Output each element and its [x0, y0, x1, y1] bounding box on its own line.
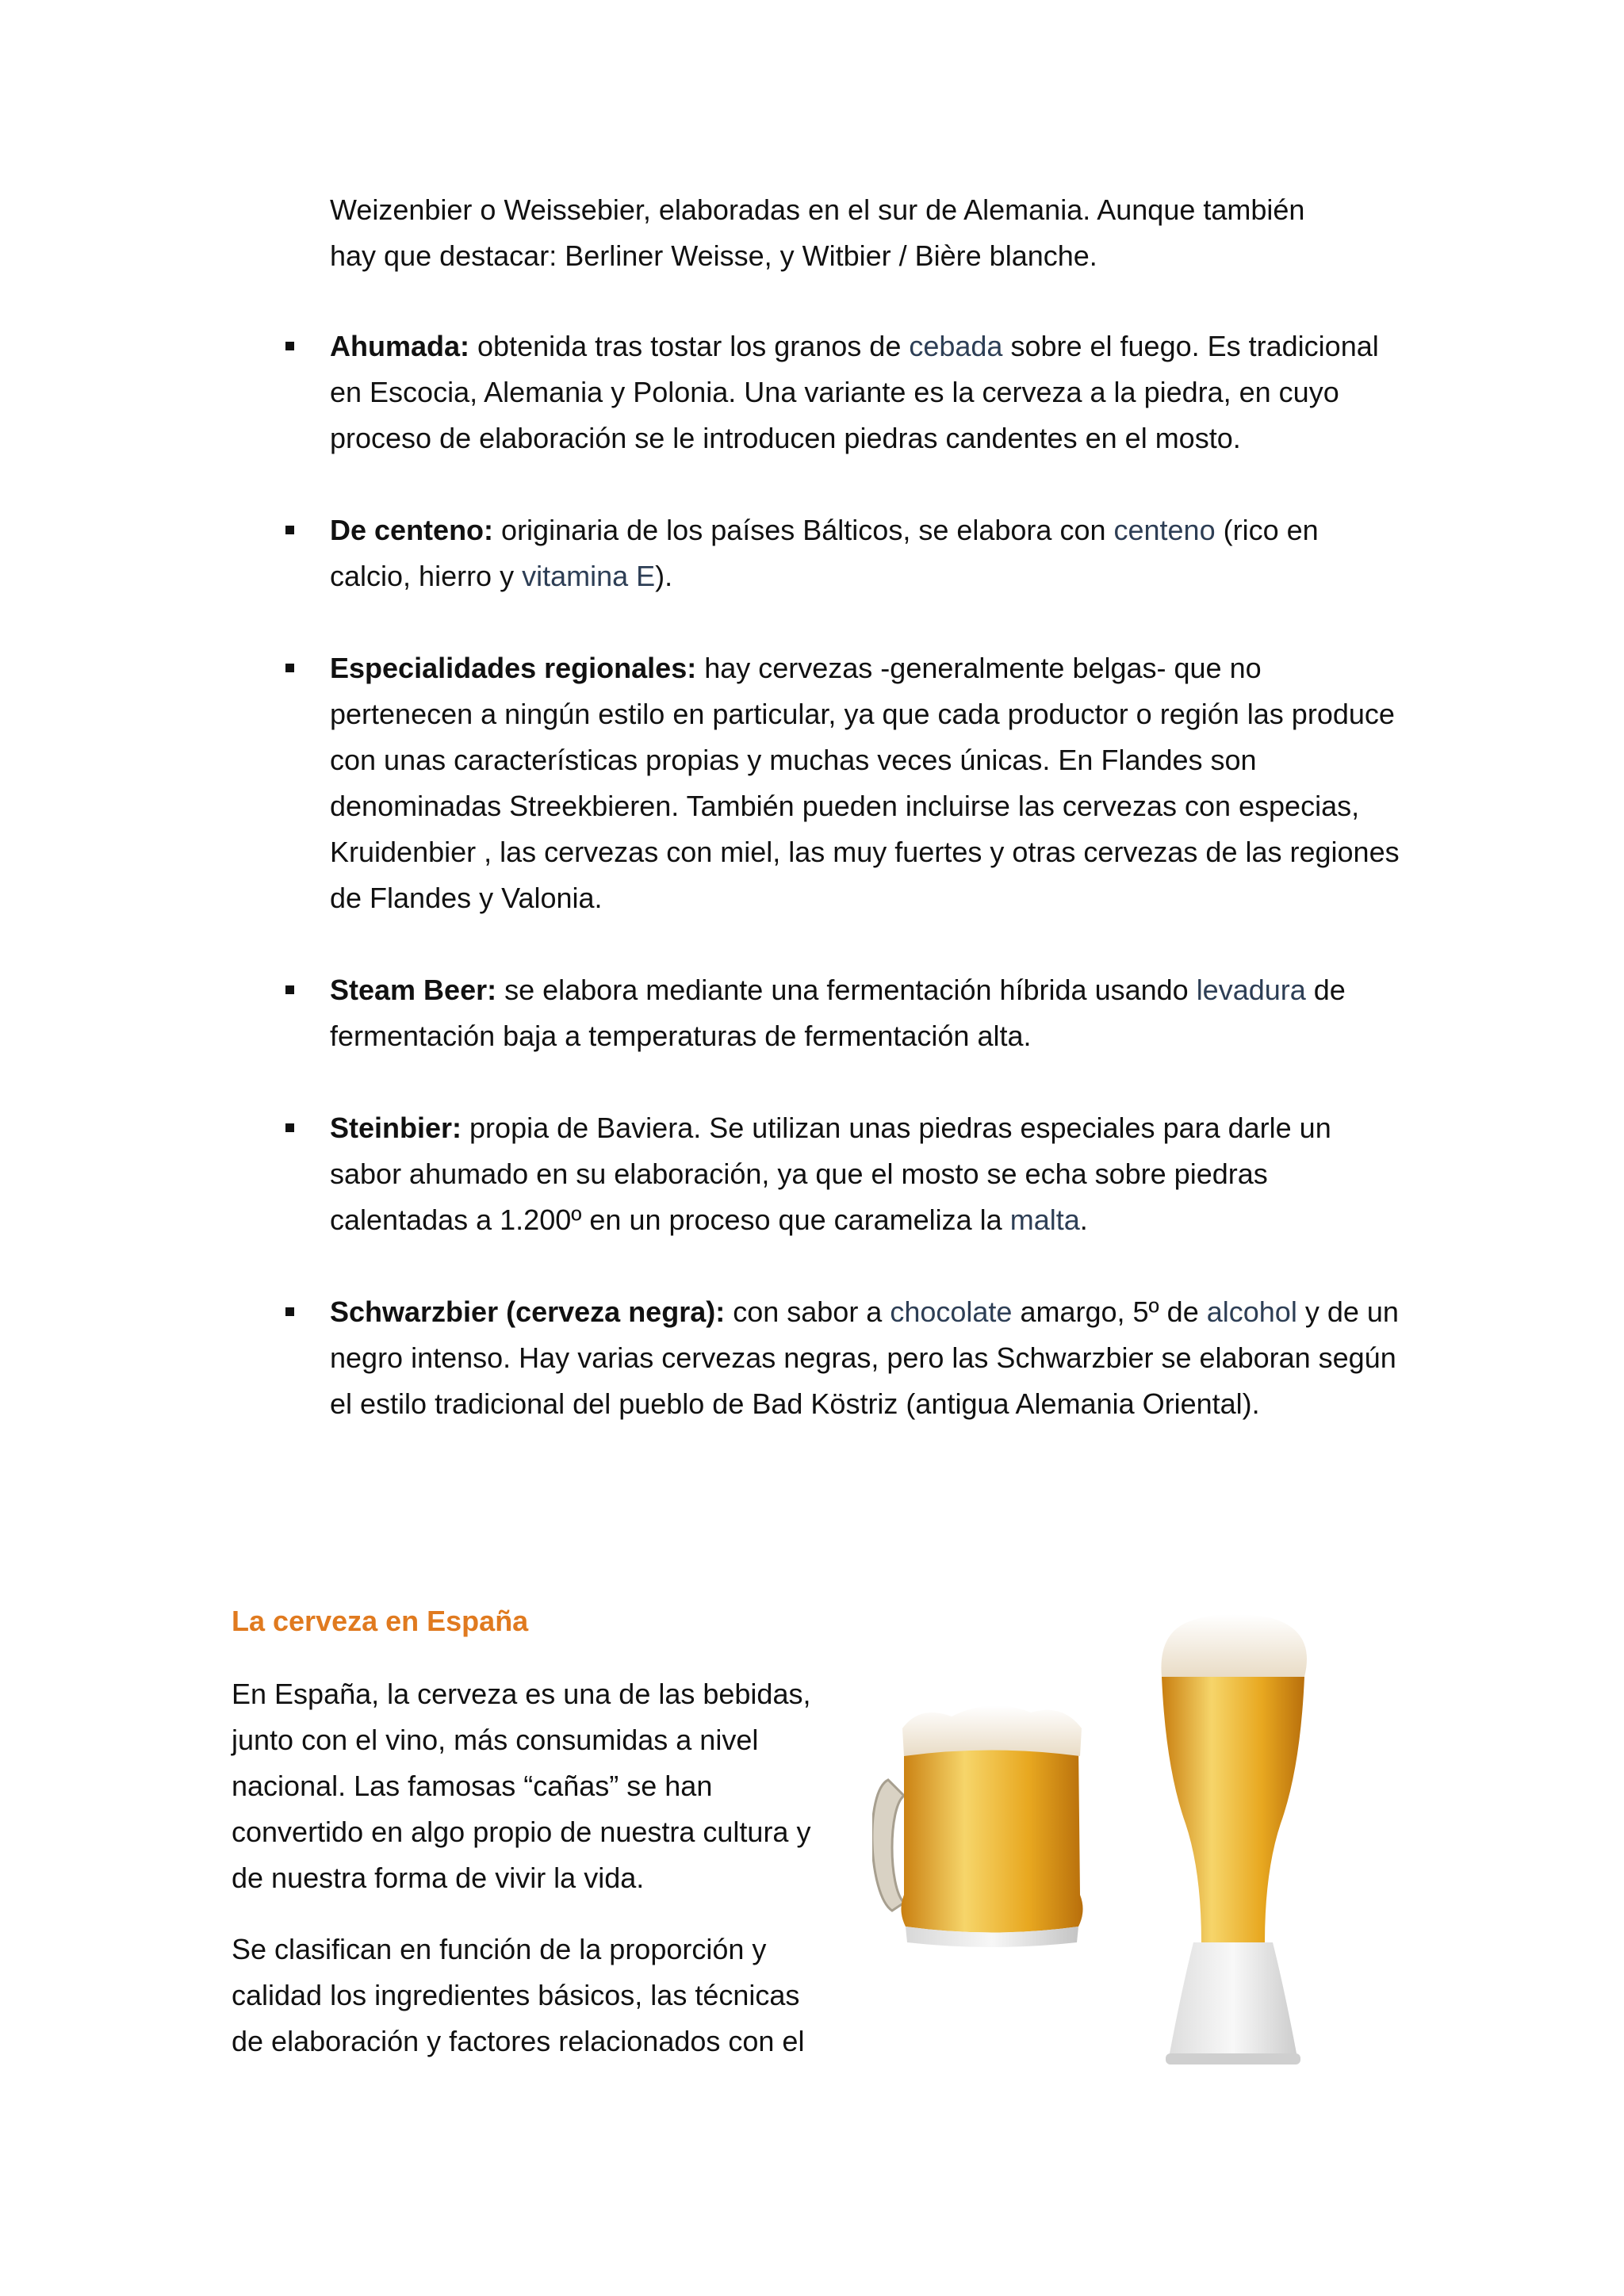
list-item-steam-beer: Steam Beer: se elabora mediante una fermentación híbrida usando levadura de fermentación baja a temperaturas de fermentación alta.: [330, 967, 1400, 1059]
term-label: Steinbier:: [330, 1112, 462, 1144]
spain-paragraph-2: Se clasifican en función de la proporción y calidad los ingredientes básicos, las técnicas de elaboración y factores relacionados con el: [232, 1933, 805, 2057]
link-alcohol[interactable]: alcohol: [1206, 1295, 1297, 1328]
intro-line: hay que destacar: Berliner Weisse, y Witbier / Bière blanche.: [330, 239, 1097, 272]
term-label: De centeno:: [330, 514, 494, 546]
beer-glasses-illustration: [872, 1609, 1332, 2085]
list-item-ahumada: Ahumada: obtenida tras tostar los granos de cebada sobre el fuego. Es tradicional en Escocia, Alemania y Polonia. Una variante es la cerveza a la piedra, en cuyo proceso de elaboración se le introducen piedras candentes en el mosto.: [330, 323, 1400, 461]
square-bullet-icon: [285, 342, 294, 350]
section-title: La cerveza en España: [232, 1605, 529, 1637]
term-label: Especialidades regionales:: [330, 652, 697, 684]
intro-paragraph: [330, 187, 1392, 279]
square-bullet-icon: [285, 526, 294, 534]
beer-mug: [872, 1705, 1083, 1947]
list-item-centeno: De centeno: originaria de los países Bálticos, se elabora con centeno (rico en calcio, hierro y vitamina E).: [330, 507, 1400, 599]
link-vitamina-e[interactable]: vitamina E: [522, 560, 656, 592]
list-item-especialidades: Especialidades regionales: hay cervezas -generalmente belgas- que no pertenecen a ningún estilo en particular, ya que cada productor o región las produce con unas características propias y muchas veces únicas. En Flandes son denominadas Streekbieren. También pueden incluirse las cervezas con especias, Kruidenbier , las cervezas con miel, las muy fuertes y otras cervezas de las regiones de Flandes y Valonia.: [330, 645, 1400, 921]
link-centeno[interactable]: centeno: [1113, 514, 1216, 546]
square-bullet-icon: [285, 1307, 294, 1316]
term-label: Ahumada:: [330, 330, 470, 362]
list-item-steinbier: Steinbier: propia de Baviera. Se utilizan unas piedras especiales para darle un sabor ahumado en su elaboración, ya que el mosto se echa sobre piedras calentadas a 1.200º en un proceso que carameliza la malta.: [330, 1105, 1400, 1243]
link-chocolate[interactable]: chocolate: [890, 1295, 1013, 1328]
list-item-schwarzbier: Schwarzbier (cerveza negra): con sabor a chocolate amargo, 5º de alcohol y de un negro intenso. Hay varias cervezas negras, pero las Schwarzbier se elaboran según el estilo tradicional del pueblo de Bad Köstriz (antigua Alemania Oriental).: [330, 1289, 1400, 1427]
square-bullet-icon: [285, 1123, 294, 1132]
term-label: Steam Beer:: [330, 974, 497, 1006]
link-levadura[interactable]: levadura: [1196, 974, 1306, 1006]
square-bullet-icon: [285, 985, 294, 994]
link-malta[interactable]: malta: [1009, 1203, 1080, 1236]
weizen-glass: [1161, 1614, 1307, 2064]
term-label: Schwarzbier (cerveza negra):: [330, 1295, 726, 1328]
link-cebada[interactable]: cebada: [909, 330, 1003, 362]
spain-paragraph-1: En España, la cerveza es una de las bebidas, junto con el vino, más consumidas a nivel nacional. Las famosas “cañas” se han convertido en algo propio de nuestra cultura y de nuestra forma de vivir la vida.: [232, 1678, 811, 1894]
beer-styles-list: [330, 323, 1400, 1473]
beer-glasses-image: [872, 1609, 1332, 2085]
square-bullet-icon: [285, 664, 294, 672]
intro-line: Weizenbier o Weissebier, elaboradas en el sur de Alemania. Aunque también: [330, 193, 1305, 226]
